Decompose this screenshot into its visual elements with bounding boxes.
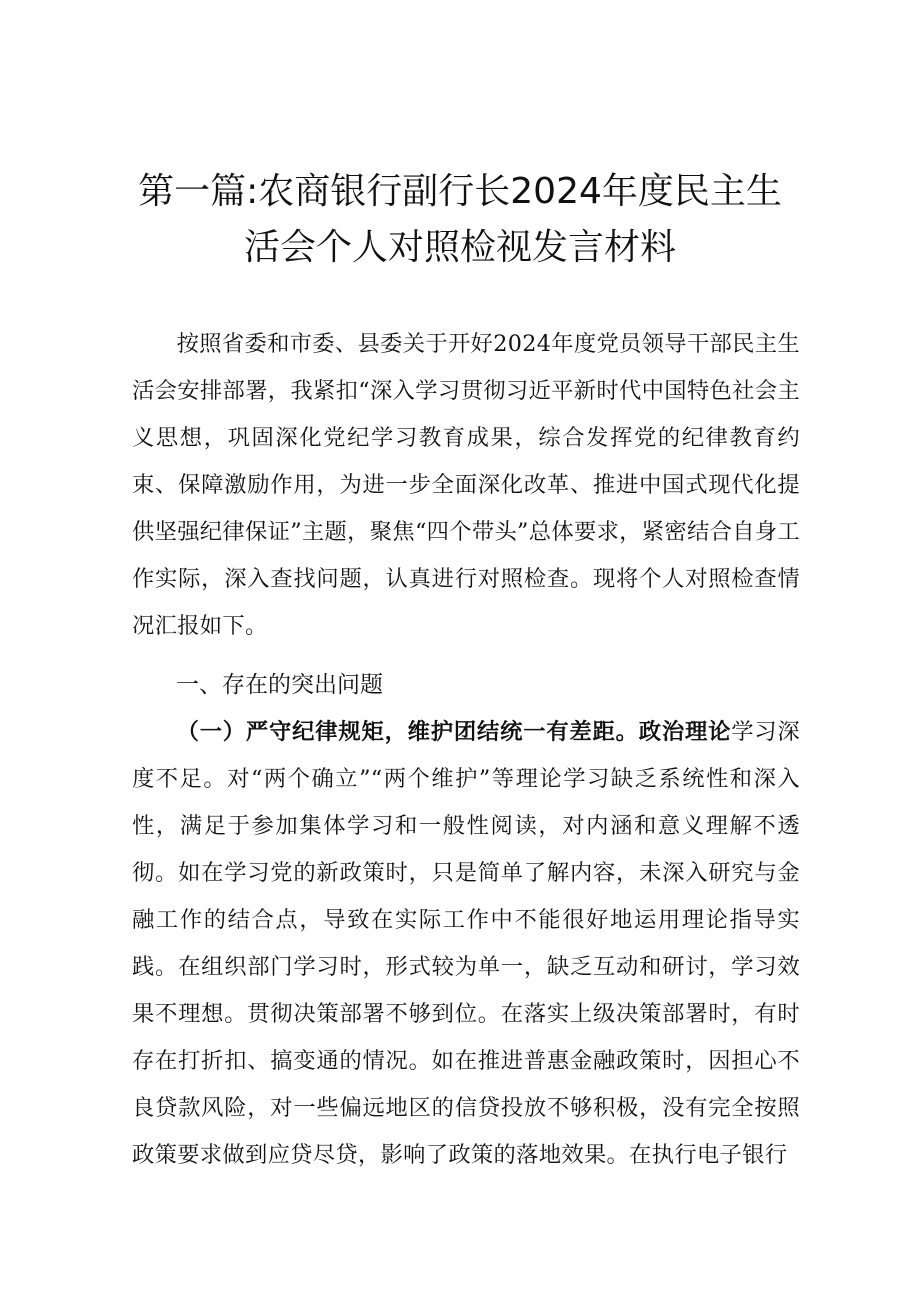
intro-section bbox=[132, 321, 800, 650]
subsection-1 bbox=[132, 709, 800, 1179]
subsection-1-text: 学习深度不足。对“两个确立”“两个维护”等理论学习缺乏系统性和深入性，满足于参加集体学习和一般性阅读，对内涵和意义理解不透彻。如在学习党的新政策时，只是简单了解内容，未深入研究与金融工作的结合点，导致在实际工作中不能很好地运用理论指导实践。在组织部门学习时，形式较为单一，缺乏互动和研讨，学习效果不理想。贯彻决策部署不够到位。在落实上级决策部署时，有时存在打折扣、搞变通的情况。如在推进普惠金融政策时，因担心不良贷款风险，对一些偏远地区的信贷投放不够积极，没有完全按照政策要求做到应贷尽贷，影响了政策的落地效果。在执行电子银行 bbox=[132, 719, 801, 1168]
document-title-line-1: 第一篇:农商银行副行长2024年度民主生 bbox=[138, 171, 782, 212]
document-title-line-2: 活会个人对照检视发言材料 bbox=[243, 227, 676, 268]
subsection-1-bold-lead: （一）严守纪律规矩，维护团结统一有差距。政治理论 bbox=[176, 719, 732, 745]
section-heading: 一、存在的突出问题 bbox=[176, 672, 383, 698]
intro-paragraph: 按照省委和市委、县委关于开好2024年度党员领导干部民主生活会安排部署，我紧扣“深入学习贯彻习近平新时代中国特色社会主义思想，巩固深化党纪学习教育成果，综合发挥党的纪律教育约束、保障激励作用，为进一步全面深化改革、推进中国式现代化提供坚强纪律保证”主题，聚焦“四个带头”总体要求，紧密结合自身工作实际，深入查找问题，认真进行对照检查。现将个人对照检查情况汇报如下。 bbox=[132, 331, 800, 639]
subsection-1-paragraph bbox=[132, 709, 800, 1179]
